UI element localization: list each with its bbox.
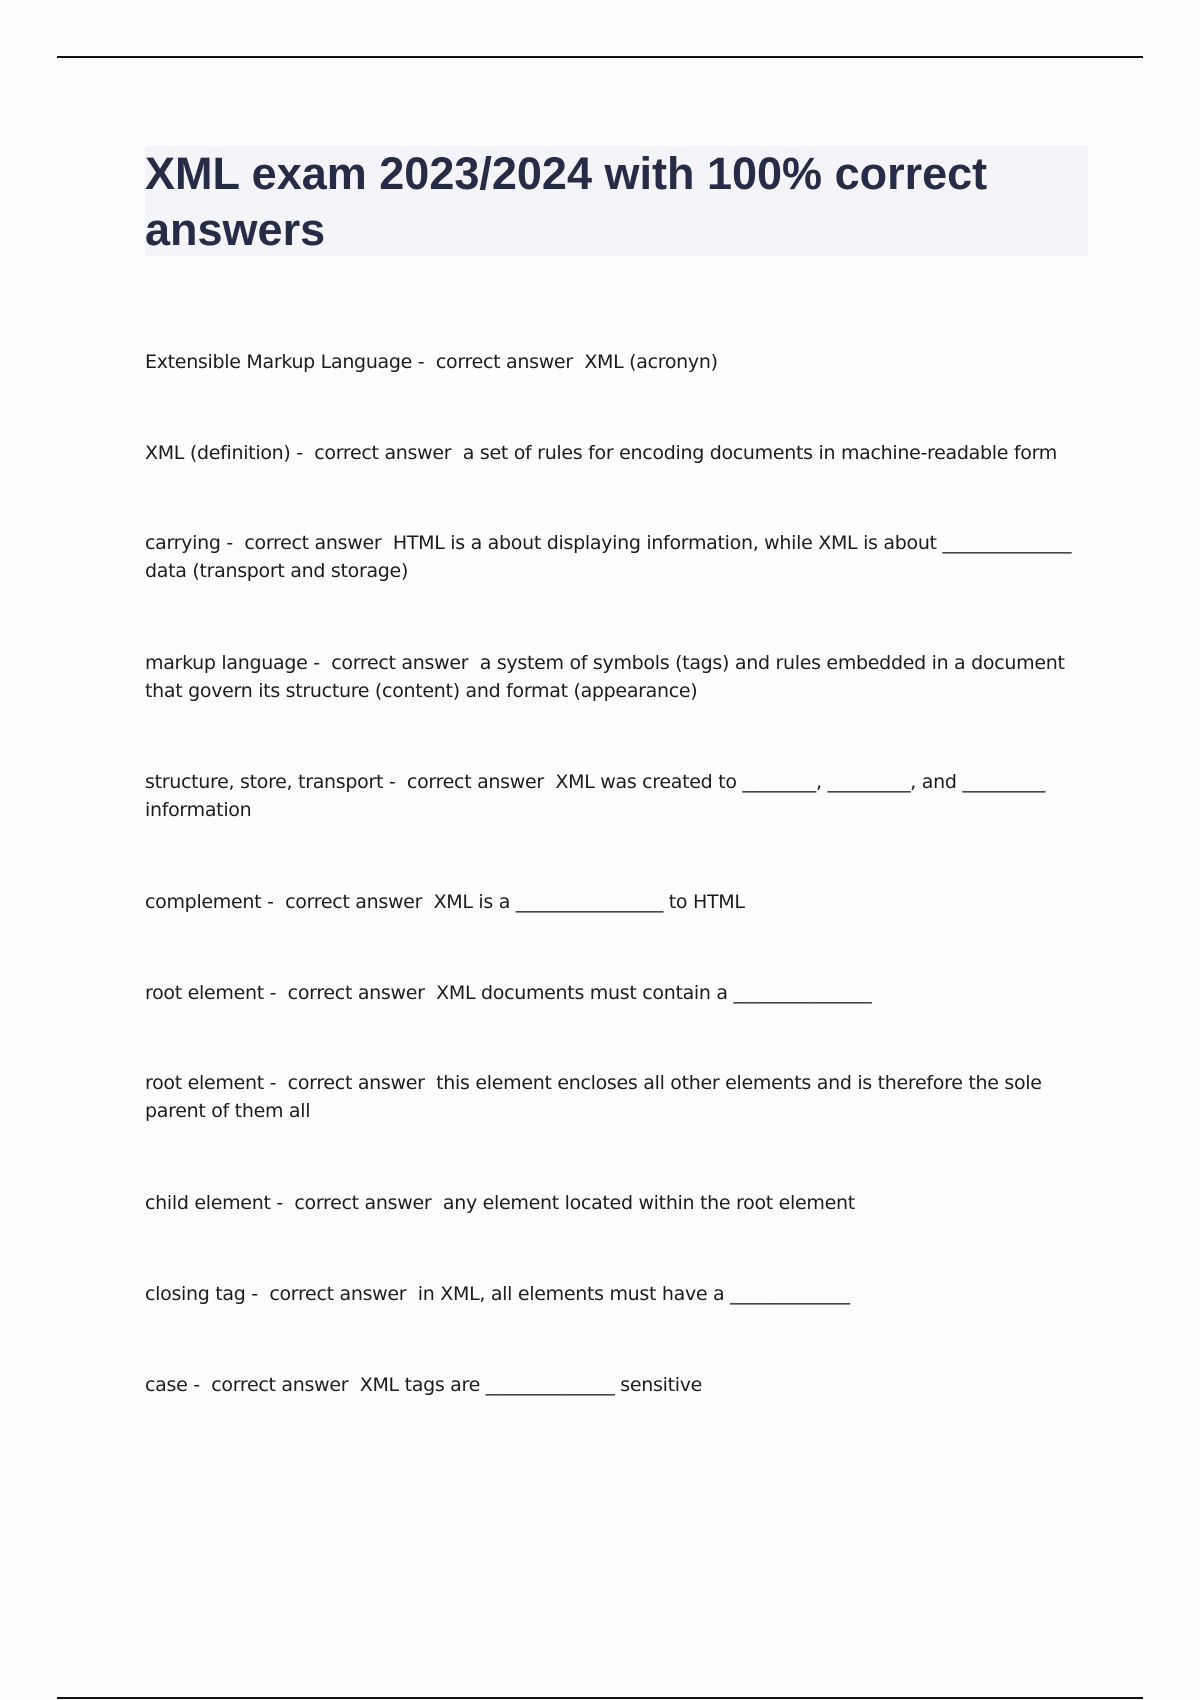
qa-answer: this element encloses all other elements and is therefore the sole parent of them all [145, 1072, 1042, 1122]
qa-term: case [145, 1374, 188, 1396]
qa-answer: XML is a ________________ to HTML [433, 891, 745, 913]
qa-item [145, 1069, 1090, 1125]
qa-item [145, 768, 1090, 824]
correct-answer-label: correct answer [285, 891, 434, 913]
qa-item [145, 1189, 1090, 1217]
qa-answer: a set of rules for encoding documents in machine-readable form [462, 442, 1057, 464]
qa-separator: - [412, 351, 436, 373]
qa-answer: XML was created to ________, _________, and _________ information [145, 771, 1046, 821]
document-title: XML exam 2023/2024 with 100% correct answers [145, 148, 988, 255]
qa-answer: HTML is a about displaying information, while XML is about ______________ data (transport and storage) [145, 532, 1072, 582]
qa-separator: - [290, 442, 315, 464]
correct-answer-label: correct answer [294, 1192, 443, 1214]
qa-answer: in XML, all elements must have a _____________ [417, 1283, 850, 1305]
qa-term: child element [145, 1192, 271, 1214]
qa-item [145, 439, 1090, 467]
qa-separator: - [307, 652, 332, 674]
correct-answer-label: correct answer [287, 982, 437, 1004]
qa-separator: - [261, 891, 286, 913]
qa-term: markup language [145, 652, 308, 674]
qa-item [145, 888, 1090, 916]
qa-term: XML (definition) [145, 442, 291, 464]
qa-term: root element [145, 982, 264, 1004]
qa-separator: - [245, 1283, 270, 1305]
qa-separator: - [187, 1374, 212, 1396]
qa-term: carrying [145, 532, 221, 554]
qa-separator: - [220, 532, 245, 554]
qa-term: root element [145, 1072, 264, 1094]
correct-answer-label: correct answer [211, 1374, 360, 1396]
qa-answer: XML (acronyn) [584, 351, 718, 373]
correct-answer-label: correct answer [406, 771, 556, 793]
qa-term: closing tag [145, 1283, 246, 1305]
bottom-rule [57, 1697, 1143, 1699]
qa-item [145, 348, 1090, 376]
qa-separator: - [270, 1192, 295, 1214]
qa-answer: a system of symbols (tags) and rules embedded in a document that govern its structure (content) and format (appearance) [145, 652, 1065, 702]
qa-item [145, 529, 1090, 585]
qa-item [145, 649, 1090, 705]
qa-term: Extensible Markup Language [145, 351, 413, 373]
correct-answer-label: correct answer [314, 442, 463, 464]
correct-answer-label: correct answer [269, 1283, 418, 1305]
qa-answer: XML tags are ______________ sensitive [359, 1374, 703, 1396]
top-rule [57, 56, 1143, 58]
qa-separator: - [263, 1072, 288, 1094]
qa-item [145, 979, 1090, 1007]
qa-item [145, 1280, 1090, 1308]
correct-answer-label: correct answer [244, 532, 393, 554]
qa-answer: any element located within the root element [442, 1192, 855, 1214]
correct-answer-label: correct answer [287, 1072, 437, 1094]
qa-item [145, 1371, 1090, 1399]
qa-answer: XML documents must contain a _______________ [436, 982, 872, 1004]
qa-term: structure, store, transport [145, 771, 384, 793]
title-box [145, 146, 1088, 256]
qa-separator: - [383, 771, 407, 793]
correct-answer-label: correct answer [331, 652, 480, 674]
qa-separator: - [263, 982, 288, 1004]
correct-answer-label: correct answer [435, 351, 585, 373]
qa-term: complement [145, 891, 262, 913]
